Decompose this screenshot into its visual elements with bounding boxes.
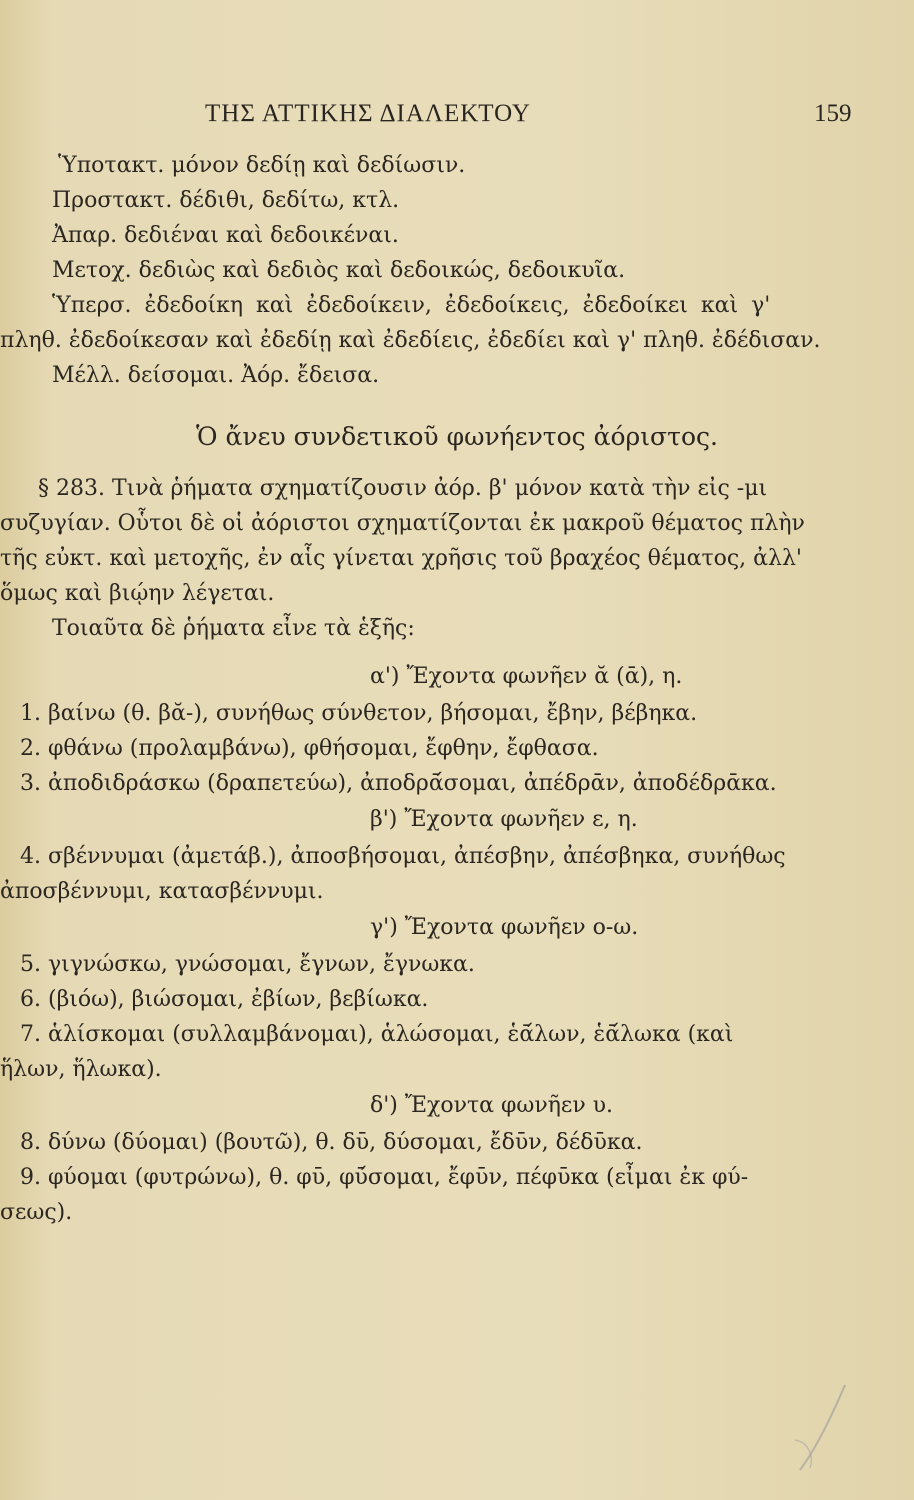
list-item: 7. ἁλίσκομαι (συλλαμβάνομαι), ἁλώσομαι, ἑᾱ́λων, ἑᾱ́λωκα (καὶ bbox=[20, 1022, 734, 1047]
spacer bbox=[0, 459, 914, 471]
text-line: πληθ. ἐδεδοίκεσαν καὶ ἐδεδίῃ καὶ ἐδεδίεις, ἐδεδίει καὶ γ' πληθ. ἐδέδισαν. bbox=[0, 328, 821, 353]
group-heading: γ') Ἔχοντα φωνῆεν ο-ω. bbox=[370, 915, 639, 940]
list-item: σεως). bbox=[0, 1200, 73, 1225]
group-heading: α') Ἔχοντα φωνῆεν ᾰ (ᾱ), η. bbox=[370, 664, 683, 689]
group-heading: β') Ἔχοντα φωνῆεν ε, η. bbox=[370, 807, 638, 832]
page-header bbox=[0, 100, 914, 140]
list-item: 6. (βιόω), βιώσομαι, ἐβίων, βεβίωκα. bbox=[20, 987, 429, 1012]
text-line: Ἀπαρ. δεδιέναι καὶ δεδοικέναι. bbox=[52, 223, 399, 248]
body-text bbox=[0, 148, 914, 1230]
pencil-mark bbox=[790, 1380, 860, 1475]
spacer bbox=[0, 646, 914, 658]
section-paragraph bbox=[0, 471, 914, 646]
text-line: τῆς εὐκτ. καὶ μετοχῆς, ἐν αἷς γίνεται χρῆσις τοῦ βραχέος θέματος, ἀλλ' bbox=[0, 546, 802, 571]
text-line: Μέλλ. δείσομαι. Ἀόρ. ἔδεισα. bbox=[52, 363, 380, 388]
list-item: 5. γιγνώσκω, γνώσομαι, ἔγνων, ἔγνωκα. bbox=[20, 952, 475, 977]
text-line: Προστακτ. δέδιθι, δεδίτω, κτλ. bbox=[52, 188, 400, 213]
text-line: § 283. Τινὰ ῥήματα σχηματίζουσιν ἀόρ. β' μόνον κατὰ τὴν εἰς -μι bbox=[38, 476, 768, 501]
text-line: ὅμως καὶ βιῴην λέγεται. bbox=[0, 581, 275, 606]
list-item: ἀποσβέννυμι, κατασβέννυμι. bbox=[0, 879, 324, 904]
list-item: 8. δύνω (δύομαι) (βουτῶ), θ. δῡ, δύσομαι, ἔδῡν, δέδῡκα. bbox=[20, 1130, 643, 1155]
list-item: 9. φύομαι (φυτρώνω), θ. φῡ, φῡ́σομαι, ἔφῡν, πέφῡκα (εἶμαι ἐκ φύ- bbox=[20, 1165, 749, 1190]
list-item: 2. φθάνω (προλαμβάνω), φθήσομαι, ἔφθην, ἔφθασα. bbox=[20, 736, 599, 761]
text-line: Ὑπερσ. ἐδεδοίκη καὶ ἐδεδοίκειν, ἐδεδοίκεις, ἐδεδοίκει καὶ γ' bbox=[52, 293, 771, 318]
list-item: 1. βαίνω (θ. βᾰ-), συνήθως σύνθετον, βήσομαι, ἔβην, βέβηκα. bbox=[20, 701, 698, 726]
text-line: Μετοχ. δεδιὼς καὶ δεδιὸς καὶ δεδοικώς, δεδοικυῖα. bbox=[52, 258, 626, 283]
list-item: 3. ἀποδιδράσκω (δραπετεύω), ἀποδρᾱ́σομαι, ἀπέδρᾱν, ἀποδέδρᾱκα. bbox=[20, 771, 777, 796]
page-number: 159 bbox=[814, 100, 852, 127]
list-item: 4. σβέννυμαι (ἀμετάβ.), ἀποσβήσομαι, ἀπέσβην, ἀπέσβηκα, συνήθως bbox=[20, 844, 786, 869]
group-heading: δ') Ἔχοντα φωνῆεν υ. bbox=[370, 1093, 614, 1118]
text-line: Τοιαῦτα δὲ ῥήματα εἶνε τὰ ἑξῆς: bbox=[52, 616, 415, 641]
section-heading: Ὁ ἄνευ συνδετικοῦ φωνήεντος ἀόριστος. bbox=[196, 422, 718, 451]
list-item: ἥλων, ἥλωκα). bbox=[0, 1057, 162, 1082]
running-head: ΤΗΣ ΑΤΤΙΚΗΣ ΔΙΑΛΕΚΤΟΥ bbox=[205, 100, 531, 127]
text-line: Ὑποτακτ. μόνον δεδίῃ καὶ δεδίωσιν. bbox=[58, 153, 466, 178]
text-line: συζυγίαν. Οὗτοι δὲ οἱ ἀόριστοι σχηματίζονται ἐκ μακροῦ θέματος πλὴν bbox=[0, 511, 805, 536]
paradigm-block bbox=[0, 148, 914, 393]
spacer bbox=[0, 393, 914, 415]
